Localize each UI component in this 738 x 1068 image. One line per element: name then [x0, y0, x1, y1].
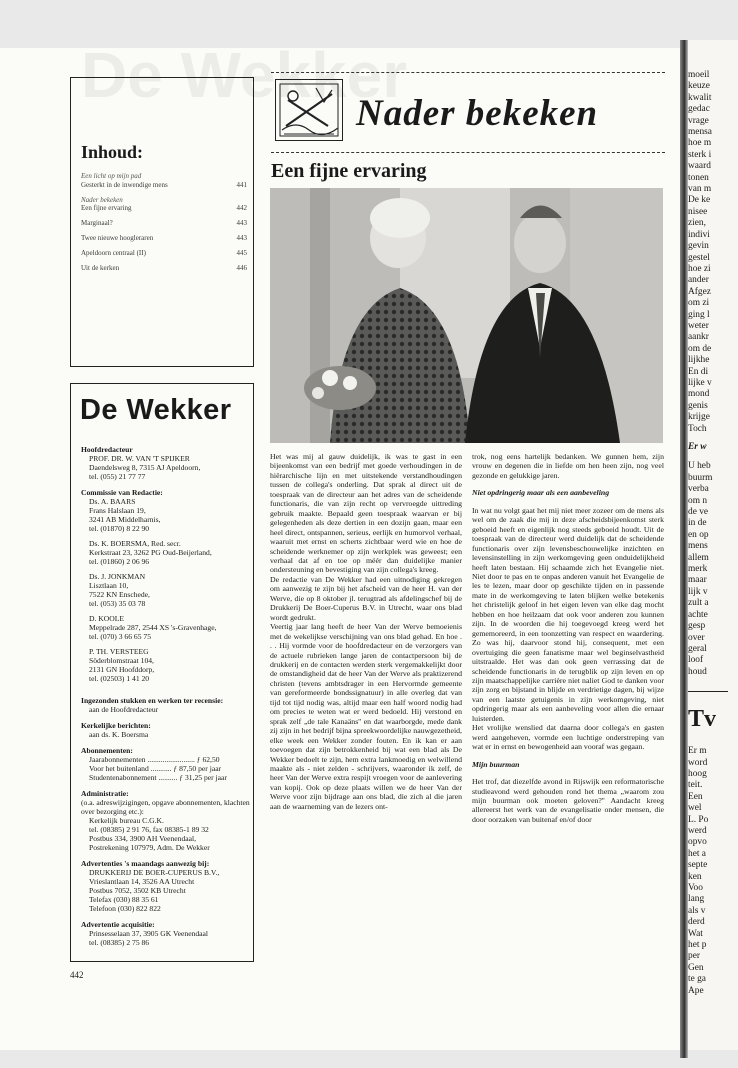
masthead-box	[70, 383, 254, 962]
masthead-label: Ingezonden stukken en werken ter recensie:	[81, 696, 224, 705]
right-page-line: merk	[688, 564, 708, 575]
toc-page: 443	[236, 219, 247, 228]
right-page-line: hoe zi	[688, 263, 711, 274]
right-page-edge	[688, 40, 738, 1050]
right-page-line: gedac	[688, 104, 710, 115]
masthead-line: aan de Hoofdredacteur	[89, 705, 159, 714]
right-page-line: om n	[688, 495, 708, 506]
masthead-line: Postbus 334, 3900 AH Veenendaal,	[89, 834, 197, 843]
masthead-line: Postbus 7052, 3502 KB Utrecht	[89, 886, 186, 895]
masthead-line: Frans Halslaan 19,	[89, 506, 146, 515]
right-page-line: genis	[688, 400, 708, 411]
right-page-line: mond	[688, 389, 710, 400]
book-spine	[680, 40, 688, 1058]
right-page-line: lijkhe	[688, 355, 710, 366]
right-page-line: mens	[688, 541, 708, 552]
right-page-line: De ke	[688, 195, 711, 206]
right-page-line: als v	[688, 905, 706, 916]
masthead-line: Vrieslantlaan 14, 3526 AA Utrecht	[89, 877, 195, 886]
right-page-line: om de	[688, 343, 712, 354]
right-page-line: word	[688, 757, 708, 768]
masthead-line: tel. (02503) 1 41 20	[89, 674, 150, 683]
masthead-line: Daendelsweg 8, 7315 AJ Apeldoorn,	[89, 463, 201, 472]
right-page-line: te ga	[688, 974, 706, 985]
section-logo-icon	[275, 79, 343, 141]
right-page-line: Toch	[688, 423, 707, 434]
right-page-line: ken	[688, 871, 702, 882]
right-page-line: septe	[688, 860, 708, 871]
masthead-line: Söderblomstraat 104,	[89, 656, 154, 665]
header-rule-top	[271, 72, 665, 73]
toc-item	[81, 234, 247, 243]
column2-section-2	[472, 777, 664, 824]
toc-title: Twee nieuwe hoogleraren	[81, 233, 154, 242]
masthead-line: Jaarabonnementen ......................... ƒ 62,50	[89, 755, 220, 764]
right-page-text-c	[688, 746, 738, 997]
right-page-line: Afgez	[688, 286, 711, 297]
right-page-line: ging l	[688, 309, 710, 320]
masthead-line: 2131 GN Hoofddorp,	[89, 665, 155, 674]
right-page-line: En di	[688, 366, 709, 377]
masthead-label: Administratie:	[81, 789, 129, 798]
right-page-text-b	[688, 461, 738, 678]
right-page-line: achte	[688, 609, 708, 620]
right-page-line: over	[688, 632, 705, 643]
masthead-label: Advertenties 's maandags aanwezig bij:	[81, 859, 210, 868]
right-page-line: loof	[688, 655, 704, 666]
right-page-line: hoe m	[688, 138, 712, 149]
right-page-rule	[688, 691, 728, 692]
right-page-line: opvo	[688, 837, 707, 848]
masthead-title: De Wekker	[80, 394, 232, 426]
article-column-1	[270, 452, 462, 811]
right-page-line: van m	[688, 184, 712, 195]
right-page-line: zien,	[688, 218, 706, 229]
masthead-line: tel. (08385) 2 75 86	[89, 938, 150, 947]
toc-page: 443	[236, 233, 247, 242]
masthead-label: Advertentie acquisitie:	[81, 920, 155, 929]
masthead-label: Hoofdredacteur	[81, 445, 133, 454]
article-column-2	[472, 452, 664, 824]
masthead-line: 3241 AB Middelharnis,	[89, 515, 161, 524]
masthead-line: Ds. A. BAARS	[89, 497, 136, 506]
masthead-line: DRUKKERIJ DE BOER-CUPERUS B.V.,	[89, 868, 220, 877]
right-page-line: tonen	[688, 172, 709, 183]
masthead-gap	[81, 683, 251, 689]
right-page-line: gevin	[688, 241, 709, 252]
right-page-line: Er m	[688, 746, 707, 757]
toc-item	[81, 196, 247, 214]
right-page-line: per	[688, 951, 700, 962]
toc-title: Marginaal?	[81, 219, 113, 228]
right-page-line: weter	[688, 320, 709, 331]
right-page-line: het a	[688, 848, 706, 859]
masthead-line: Ds. K. BOERSMA, Red. secr.	[89, 539, 181, 548]
right-page-line: Gen	[688, 962, 704, 973]
masthead-label: Kerkelijke berichten:	[81, 721, 151, 730]
right-page-line: nisee	[688, 206, 708, 217]
masthead-line: P. TH. VERSTEEG	[89, 647, 149, 656]
toc-page: 445	[236, 248, 247, 257]
masthead-line: Ds. J. JONKMAN	[89, 572, 146, 581]
subheading-2: Mijn buurman	[472, 759, 520, 769]
contents-box	[70, 39, 408, 367]
page-number: 442	[70, 970, 84, 980]
right-page-line: Ape	[688, 985, 704, 996]
masthead-line: Meppelrade 287, 2544 XS 's-Gravenhage,	[89, 623, 217, 632]
masthead-details	[81, 438, 251, 947]
right-page-line: aankr	[688, 332, 709, 343]
toc-kicker: Een licht op mijn pad	[81, 172, 142, 180]
toc-title: Een fijne ervaring	[81, 204, 132, 213]
masthead-label: Commissie van Redactie:	[81, 488, 163, 497]
right-page-heading: Tv	[688, 706, 717, 733]
masthead-line: tel. (01860) 2 06 96	[89, 557, 150, 566]
toc-title: Uit de kerken	[81, 263, 120, 272]
masthead-line: Studentenabonnement .......... ƒ 31,25 per jaar	[89, 773, 227, 782]
right-page-line: waard	[688, 161, 711, 172]
article-photo	[270, 188, 663, 443]
right-page-line: in de	[688, 518, 707, 529]
right-page-line: vrage	[688, 115, 709, 126]
masthead-line: Voor het buitenland ........... ƒ 87,50 per jaar	[89, 764, 222, 773]
toc-item	[81, 264, 247, 273]
right-page-line: hoog	[688, 768, 707, 779]
masthead-line: Prinsesselaan 37, 3905 GK Veenendaal	[89, 929, 209, 938]
masthead-line: Kerkelijk bureau C.G.K.	[89, 816, 164, 825]
masthead-line: Postrekening 107979, Adm. De Wekker	[89, 843, 210, 852]
masthead-line: D. KOOLE	[89, 614, 125, 623]
right-page-line: lijk v	[688, 586, 708, 597]
right-page-line: mensa	[688, 127, 712, 138]
right-page-line: keuze	[688, 81, 710, 92]
column2-paragraph: Het trof, dat diezelfde avond in Rijswijk een reformatorische studieavond werd gehouden rond het thema „waarom zou mijn buurman ook moeten geloven?'' Aandacht kreeg allereerst het werk van de evangelisatie onder mensen, die door oorzaken van buitenaf en/of door	[472, 777, 664, 824]
right-page-line: Wat	[688, 928, 703, 939]
masthead-line: aan ds. K. Boersma	[89, 730, 149, 739]
masthead-line: PROF. DR. W. VAN 'T SPIJKER	[89, 454, 190, 463]
article-title: Een fijne ervaring	[271, 160, 427, 182]
column2-intro: trok, nog eens hartelijk bedanken. We gunnen hem, zijn vrouw en degenen die in liefde om hen heen zijn, nog veel gezonde en gelukkige jaren.	[472, 452, 664, 480]
section-title: Nader bekeken	[356, 93, 599, 134]
right-page-line: buurm	[688, 472, 713, 483]
right-page-line: en op	[688, 529, 709, 540]
right-page-line: lang	[688, 894, 705, 905]
toc-item	[81, 172, 247, 190]
right-page-subheading: Er w	[688, 442, 707, 452]
toc-page: 446	[236, 263, 247, 272]
toc-item	[81, 219, 247, 228]
right-page-line: gestel	[688, 252, 710, 263]
right-page-line: wel	[688, 803, 702, 814]
right-page-line: Een	[688, 791, 703, 802]
masthead-line: tel. (055) 21 77 77	[89, 472, 146, 481]
right-page-line: allem	[688, 552, 709, 563]
right-page-line: U heb	[688, 461, 711, 472]
masthead-line: Kerkstraat 23, 3262 PG Oud-Beijerland,	[89, 548, 212, 557]
right-page-line: L. Po	[688, 814, 709, 825]
contents-list	[81, 172, 247, 278]
ghost-show-through: De Wekker	[81, 39, 408, 111]
right-page-line: het p	[688, 940, 707, 951]
toc-title: Apeldoorn centraal (II)	[81, 248, 146, 257]
right-page-line: Voo	[688, 883, 703, 893]
masthead-intro: (o.a. adreswijzigingen, opgave abonnementen, klachten over bezorging etc.):	[81, 798, 250, 816]
right-page-line: maar	[688, 575, 707, 586]
column1-paragraph: Het was mij al gauw duidelijk, ik was te gast in een bijeenkomst van een bedrijf met goede verhoudingen in de hiërarchische lijn en met uitstekende verstandhoudingen tussen de collega's onderling. Dat sprak al direct uit de toespraak van de directeur aan het adres van de scheidende functionaris, die van zijn recht op vervroegde uittreding gebruik maakte. Bepaald geen toespraak waarvan er bij gelegenheden als deze dertien in een dozijn gaan, maar een heel direct, ontspannen, serieus, eerlijk en humorvol verhaal, waaruit met ernst en scherts zichtbaar werd wie en hoe de scheidende werknemer op zijn werkplek was geweest; een verhaal dat af en toe op méér dan duidelijke manier ondersteuning en bevestiging van zijn collega's kreeg.	[270, 452, 462, 575]
right-page-line: gesp	[688, 621, 706, 632]
right-page-line: derd	[688, 917, 705, 928]
masthead-line: 7522 KN Enschede,	[89, 590, 150, 599]
right-page-line: de ve	[688, 507, 709, 518]
right-page-line: moeil	[688, 70, 710, 80]
right-page-line: sterk i	[688, 149, 712, 160]
masthead-label: Abonnementen:	[81, 746, 133, 755]
toc-kicker: Nader bekeken	[81, 195, 123, 204]
right-page-line: geral	[688, 643, 707, 654]
right-page-line: zult a	[688, 598, 709, 609]
right-page-line: indivi	[688, 229, 710, 240]
right-page-line: lijke v	[688, 377, 712, 388]
toc-title: Gesterkt in de inwendige mens	[81, 180, 168, 189]
right-page-line: krijge	[688, 412, 710, 423]
toc-page: 441	[236, 180, 247, 189]
masthead-line: tel. (01870) 8 22 90	[89, 524, 150, 533]
contents-heading: Inhoud:	[81, 142, 144, 162]
masthead-line: Telefax (030) 88 35 61	[89, 895, 159, 904]
masthead-line: Telefoon (030) 822 822	[89, 904, 161, 913]
masthead-line: Lisztlaan 10,	[89, 581, 129, 590]
right-page-line: teit.	[688, 780, 703, 791]
toc-item	[81, 249, 247, 258]
subheading-1: Niet opdringerig maar als een aanbeveling	[472, 488, 610, 498]
column2-paragraph: In wat nu volgt gaat het mij niet meer zozeer om de mens als wel om de zaak die mij in deze afscheidsbijeenkomst sterk geboeid heeft en eigenlijk nog steeds geboeid houdt. Uit de toespraak van de directeur werd duidelijk dat de scheidende functionaris over zijn levensbeschouwelijke inzichten en levensinstelling in zijn werkomgeving geen onduidelijkheid heeft laten bestaan. Hij schaamde zich het Evangelie niet. Niet door te pas en te onpas anderen vanuit het Evangelie de les te lezen, maar door op geschikte tijden en in passende mate in de werkomgeving te laten blijken welke betekenis het christelijk geloof in het eigen leven van elke dag mocht hebben en hoe heilzaam dat ook voor anderen zou kunnen zijn. In de woorden die hij toegevoegd kreeg werd het gememoreerd, in een toonzetting van respect en waardering. Zo was hij, daarvoor stond hij, consequent, met een overtuiging die geen fanatisme maar wel beginselvastheid uitstraalde. Het was dan ook geen verrassing dat de scheidende functionaris in de terugblik op zijn leven en op zijn maatschappelijke carrière niet naliet God te danken voor zijn zorg en bijstand in blijde en verdrietige dagen, bij wijze van een laatste getuigenis in zijn werkomgeving, niet opdringerig maar als een aanbeveling voor allen die ernaar luisterden.	[472, 505, 664, 723]
column2-paragraph: Het vrolijke wenslied dat daarna door collega's en gasten werd aangeheven, vormde een luchtige onderstreping van wat er in ernst en bewogenheid aan vooraf was gegaan.	[472, 723, 664, 752]
right-page-line: om zi	[688, 298, 710, 309]
column1-paragraph: De redactie van De Wekker had een uitnodiging gekregen om aanwezig te zijn bij het afscheid van de heer H. van der Werve, die op 8 oktober jl. terugtrad als afdelingschef bij de Drukkerij De Boer-Cuperus B.V. in Utrecht, waar ons blad wordt gedrukt.	[270, 574, 462, 622]
right-page-line: kwalit	[688, 92, 712, 103]
right-page-line: verba	[688, 484, 709, 495]
column1-paragraph: Veertig jaar lang heeft de heer Van der Werve bemoeienis met de wekelijkse verschijning van ons blad gehad. En hoe . . . Hij vormde voor de hoofdredacteur en de verzorgers van de actuele rubrieken lange jaren de contactpersoon bij de drukkerij en de contacten werden sterk vergemakkelijkt door de omstandigheid dat de heer Van der Werve als praktizerend christen (tevens ambtsdrager in een Hervormde gemeente van gereformeerde bondssignatuur) in alle overleg dat van tijd tot tijd nodig was, altijd maar een half woord nodig had om precies te weten wat er werd bedoeld. Hij verstond en sprak zelf „de tale Kanaäns'' en dat waarborgde, mede dank zij zijn in het bedrijf bijna spreekwoordelijke nauwgezetheid, elke week een Wekker zonder fouten. En ik kan er aan toevoegen dat zijn betrokkenheid bij wat een blad als De Wekker bedoelt te zijn, hem extra lankmoedig en welwillend maakte als - niet zelden - schrijvers, waaronder ik zelf, de heer Van der Werve extra respijt vroegen voor de aanlevering van kopij. Ook op deze plaats willen we de heer Van der Werve voor zijn bijdrage aan ons blad, die zich al die jaren aan de waarneming van de lezers ont-	[270, 622, 462, 811]
right-page-text-a	[688, 70, 738, 435]
masthead-line: tel. (053) 35 03 78	[89, 599, 146, 608]
masthead-line: tel. (070) 3 66 65 75	[89, 632, 152, 641]
right-page-line: werd	[688, 825, 707, 836]
toc-page: 442	[236, 204, 247, 213]
right-page-line: ander	[688, 275, 709, 286]
right-page-line: houd	[688, 666, 707, 677]
header-rule-bottom	[271, 152, 665, 153]
masthead-line: tel. (08385) 2 91 76, fax 08385-1 89 32	[89, 825, 209, 834]
column2-section-1	[472, 506, 664, 752]
